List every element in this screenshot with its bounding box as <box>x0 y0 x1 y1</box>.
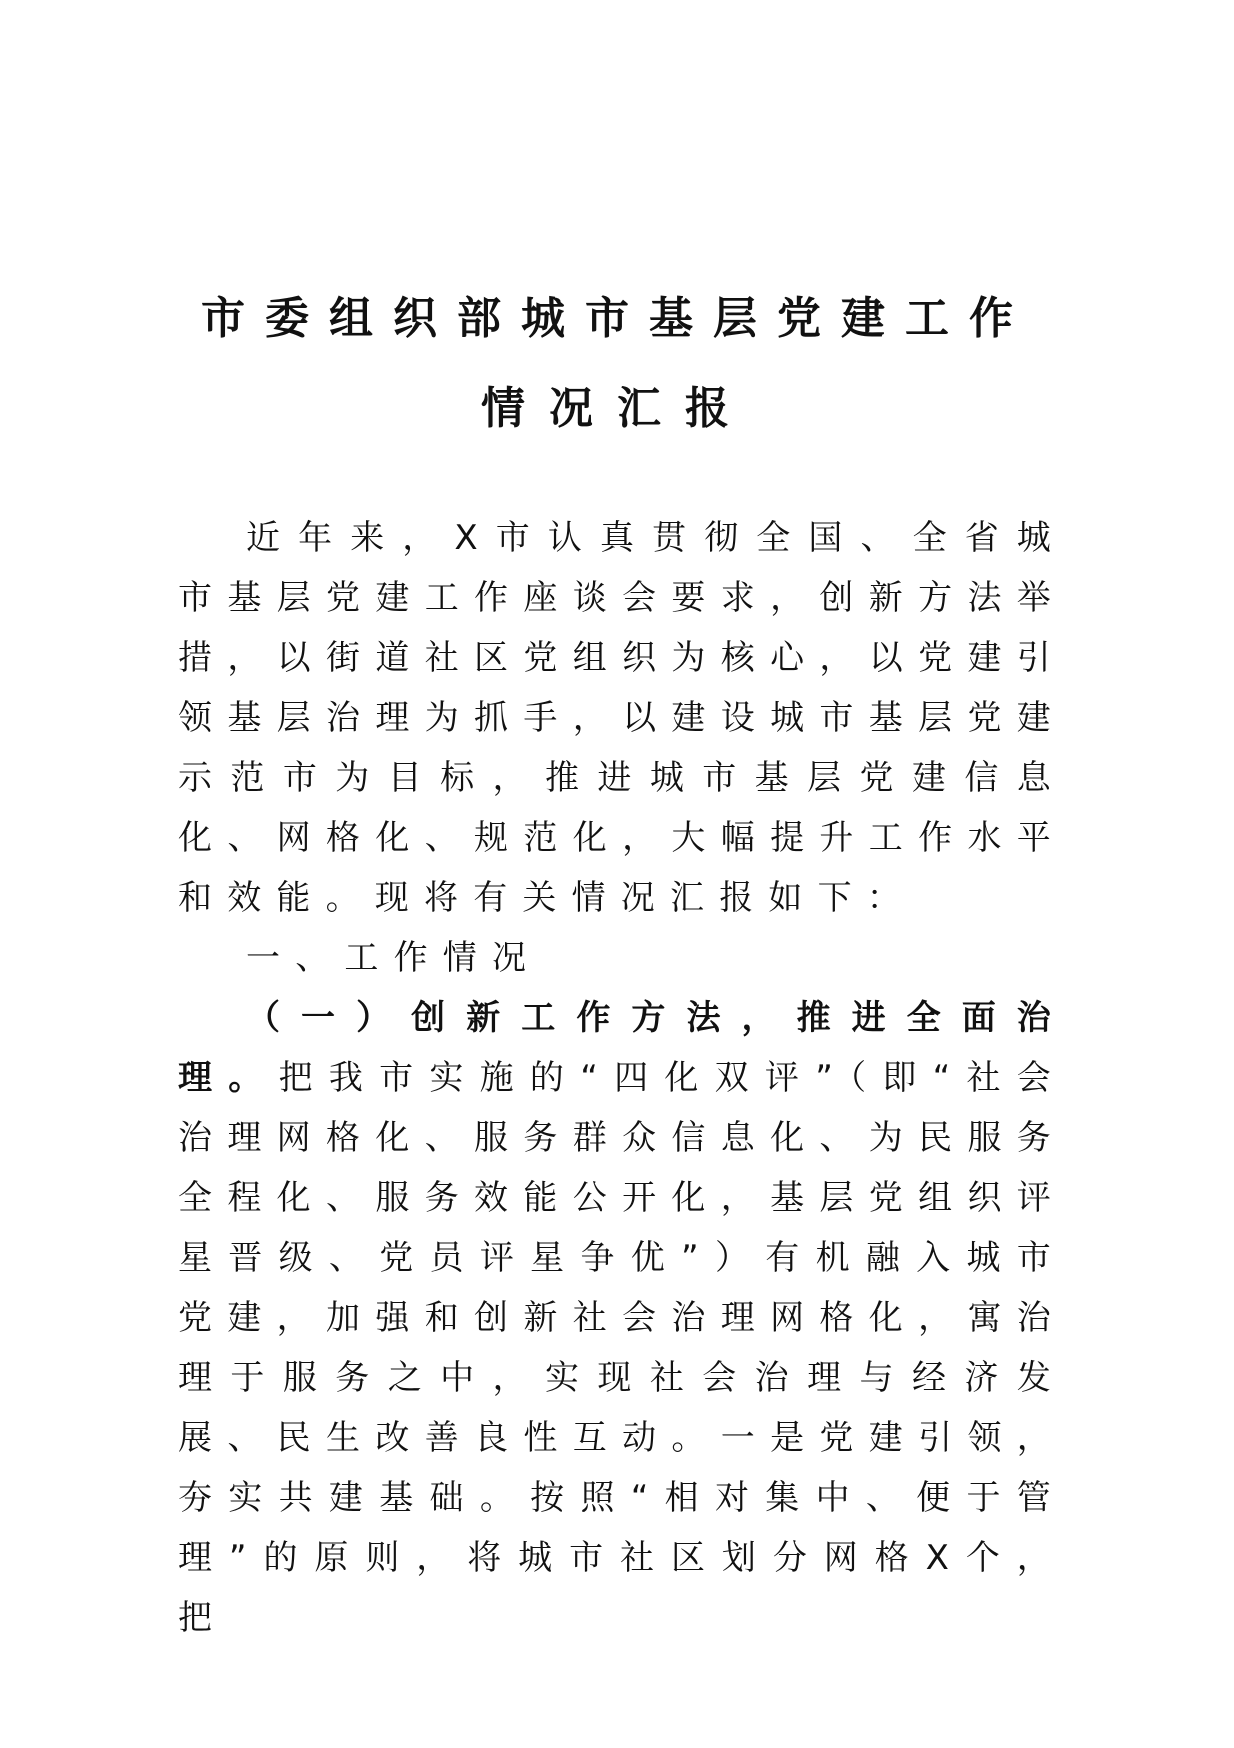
intro-paragraph: 近年来，X市认真贯彻全国、全省城市基层党建工作座谈会要求，创新方法举措，以街道社区党组织为核心，以党建引领基层治理为抓手，以建设城市基层党建示范市为目标，推进城市基层党建信息化、网格化、规范化，大幅提升工作水平和效能。现将有关情况汇报如下： <box>178 518 1066 918</box>
item-1-paragraph <box>178 988 1066 1648</box>
item-1-title: （一）创新工作方法，推进全面治理。 <box>178 998 1066 1098</box>
document-body <box>178 508 1066 1648</box>
document-title-line-1: 市委组织部城市基层党建工作 <box>201 293 1033 344</box>
document-title-line-2: 情况汇报 <box>481 383 753 434</box>
section-heading-work-status: 一、工作情况 <box>246 938 542 978</box>
item-1-text: 把我市实施的“四化双评”（即“社会治理网格化、服务群众信息化、为民服务全程化、服务效能公开化，基层党组织评星晋级、党员评星争优”）有机融入城市党建，加强和创新社会治理网格化，寓治理于服务之中，实现社会治理与经济发展、民生改善良性互动。一是党建引领，夯实共建基础。按照“相对集中、便于管理”的原则，将城市社区划分网格X个，把 <box>178 1058 1066 1638</box>
